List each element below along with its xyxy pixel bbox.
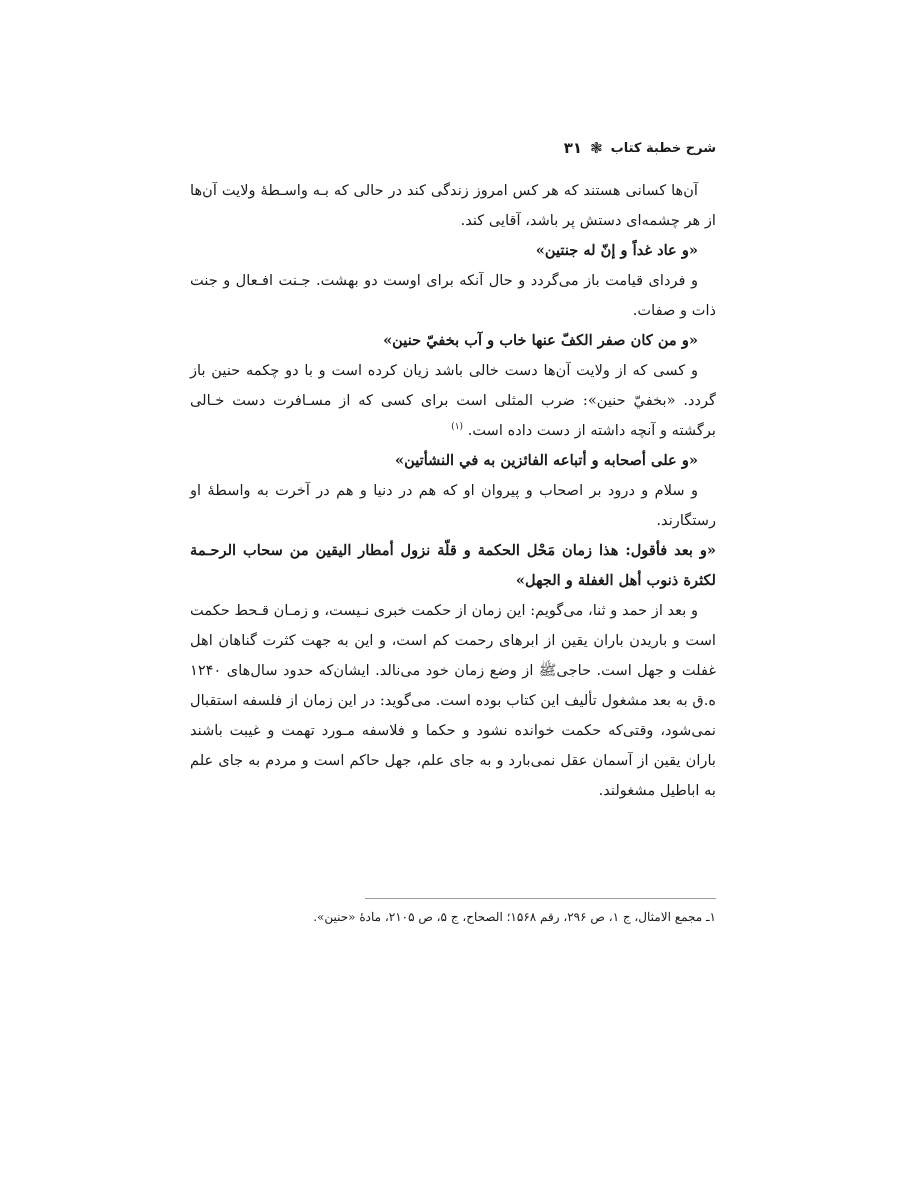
main-text xyxy=(190,176,716,806)
paragraph: آن‌ها کسانی هستند که هر کس امروز زندگی کند در حالی که بـه واسـطهٔ ولایت آن‌ها از هر چشمه‌ای دستش پر باشد، آقایی کند. xyxy=(190,182,716,229)
arabic-quote: «و على أصحابه و أتباعه الفائزين به في النشأتين» xyxy=(395,452,698,469)
flower-ornament-icon: ❃ xyxy=(590,138,603,157)
paragraph: و سلام و درود بر اصحاب و پیروان او که هم در دنیا و هم در آخرت به واسطهٔ او رستگارند. xyxy=(190,482,716,529)
arabic-quote: «و عاد غداً و إنّ له جنتين» xyxy=(535,242,698,259)
page-number: ۳۱ xyxy=(563,139,583,157)
paragraph: و فردای قیامت باز می‌گردد و حال آنکه برای اوست دو بهشت. جـنت افـعال و جنت ذات و صفات. xyxy=(190,272,716,319)
paragraph-with-footnote xyxy=(190,356,716,446)
arabic-quote: «و من كان صفر الكفّ عنها خاب و آب بخفيّ حنين» xyxy=(383,332,698,349)
footnote-marker[interactable]: (۱) xyxy=(451,422,464,433)
paragraph: و بعد از حمد و ثنا، می‌گویم: این زمان از حکمت خبری نـیست، و زمـان قـحط حکمت است و باریدن باران یقین از ابرهای رحمت کم است، و این به جهت کثرت گناهان اهل غفلت و جهل است. حاجیﷺ از وضع زمان خود می‌نالد. ایشان‌که حدود سال‌های ۱۲۴۰ ه.ق به بعد مشغول تألیف این کتاب بوده است. می‌گوید: در این زمان از فلسفه استقبال نمی‌شود، وقتی‌که حکمت خوانده نشود و حکما و فلاسفه مـورد تهمت و غیبت باشند باران یقین از آسمان عقل نمی‌بارد و به جای علم، جهل حاکم است و مردم به جای علم به اباطیل مشغولند. xyxy=(190,602,716,799)
footnote: ۱ـ مجمع الامثال، ج ۱، ص ۲۹۶، رقم ۱۵۶۸؛ الصحاح، ج ۵، ص ۲۱۰۵، مادهٔ «حنین». xyxy=(313,910,716,924)
running-title: شرح خطبة كتاب xyxy=(610,140,716,156)
footnote-divider xyxy=(365,898,716,899)
paragraph-text: و کسی که از ولایت آن‌ها دست خالی باشد زیان کرده است و با دو چکمه حنین باز گردد. «بخفيّ حنين»: ضرب المثلی است برای کسی که از مسـافرت دست خـالی برگشته و آنچه داشته از دست داده است. xyxy=(190,362,716,439)
running-header xyxy=(190,139,716,157)
arabic-quote: «و بعد فأقول: هذا زمان مَحْل الحكمة و قلّة نزول أمطار اليقين من سحاب الرحـمة لكثرة ذنوب أهل الغفلة و الجهل» xyxy=(190,542,716,589)
